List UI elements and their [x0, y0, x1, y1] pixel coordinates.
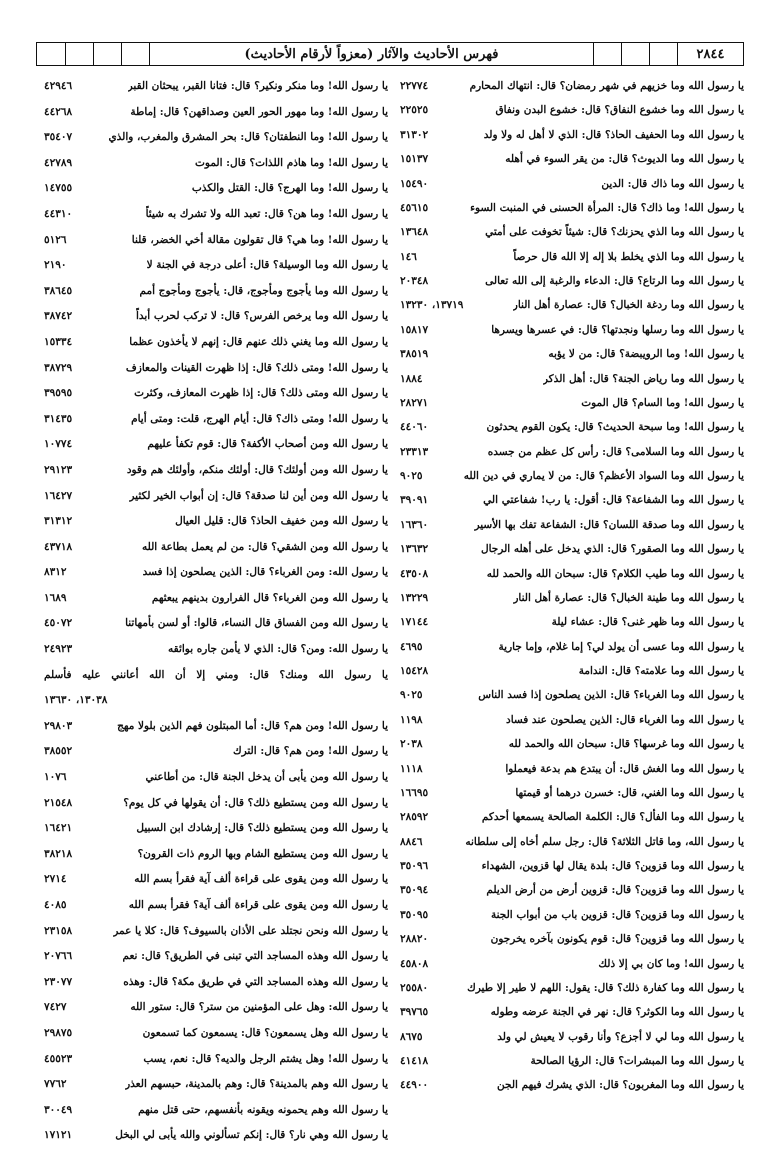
index-entry: [44, 1047, 388, 1073]
index-entry: [400, 220, 744, 244]
entry-number: ٧٤٢٧: [44, 1001, 67, 1014]
entry-number: ٣٨٥١٩: [400, 348, 429, 361]
entry-number: ١٣٦٣٢: [400, 543, 429, 556]
entry-number: ٤٥٠٧٢: [44, 617, 73, 630]
entry-text: يا رسول الله وما علامته؟ قال: الندامة: [578, 665, 744, 677]
index-entry: [44, 867, 388, 893]
index-entry: [44, 970, 388, 996]
entry-number: ٢٩٨٧٥: [44, 1026, 73, 1039]
index-entry: [44, 816, 388, 842]
index-entry: [44, 304, 388, 330]
page-number: ٢٨٤٤: [677, 43, 743, 65]
entry-number: ١٦٦٩٥: [400, 786, 429, 799]
index-entry: [400, 269, 744, 293]
entry-text: يا رسول الله وما غرسها؟ قال: سبحان الله والحمد لله: [508, 738, 744, 751]
index-entry: [44, 586, 388, 612]
index-entry: [400, 415, 744, 439]
index-entry: [400, 123, 744, 147]
index-entry: [400, 805, 744, 829]
entry-number: ١٣٦٤٨: [400, 226, 429, 239]
entry-text: يا رسول الله ومنك؟ قال: ومني إلا أن الله أعانني عليه فأسلم: [44, 668, 388, 681]
entry-text: يا رسول الله ومن الغرباء؟ قال الفرارون بدينهم يبعثهم: [151, 591, 388, 604]
entry-text: يا رسول الله ومن يأبى أن يدخل الجنة قال: من أطاعني: [145, 771, 388, 784]
entry-text: يا رسول الله ومن يقوى على قراءة ألف آية؟ فقرأ بسم الله: [128, 899, 388, 911]
index-entry: [400, 976, 744, 1000]
entry-text: يا رسول الله وما كفارة ذلك؟ قال: يقول: اللهم لا طير إلا طيرك: [467, 981, 744, 994]
entry-text: يا رسول الله! وما الرويبضة؟ قال: من لا يؤبه: [548, 348, 744, 361]
entry-text: يا رسول الله وما قزوين؟ قال: قزوين باب من أبواب الجنة: [491, 908, 744, 921]
index-entry: [400, 830, 744, 854]
index-entry: [44, 509, 388, 535]
index-entry: [44, 356, 388, 382]
entry-number: ٣٥٠٩٦: [400, 860, 429, 872]
entry-number: ١٤٦: [400, 250, 417, 263]
entry-text: يا رسول الله وما الغني، قال: خسرن درهما أو قيمتها: [515, 786, 744, 799]
entry-text: يا رسول الله: ومن الغرباء؟ قال: الذين يصلحون إذا فسد: [142, 566, 388, 579]
index-entry: [400, 952, 744, 976]
index-entry: [44, 944, 388, 970]
entry-number: ٨٦٧٥: [400, 1030, 423, 1043]
entry-number: ٢١٥٤٨: [44, 796, 73, 809]
index-entry: [400, 1049, 744, 1073]
entry-number: ١٦٤٢٧: [44, 489, 73, 502]
entry-text: يا رسول الله وما عسى أن يولد لي؟ إما غلام، وإما جارية: [498, 640, 744, 653]
entry-number: ٢٨٢٧١: [400, 396, 429, 409]
index-entry: [44, 432, 388, 458]
entry-text: يا رسول الله! وما ذاك؟ قال: المرأة الحسنى في المنبت السوء: [470, 201, 744, 214]
entry-text: يا رسول الله وما الشفاعة؟ قال: أقول: يا رب! شفاعتي الي: [483, 494, 744, 507]
entry-number: ٢٨٨٢٠: [400, 933, 429, 946]
index-columns: [44, 74, 744, 1142]
index-entry: [44, 995, 388, 1021]
entry-text: يا رسول الله وما لي لا أجزع؟ وأنا رقوب لا يعيش لي ولد: [497, 1030, 744, 1043]
index-entry-wrapped: [44, 663, 388, 714]
index-entry: [44, 253, 388, 279]
entry-number: ٤٣٧١٨: [44, 540, 73, 553]
index-entry: [400, 293, 744, 317]
entry-number: ٣١٣٠٢: [400, 128, 429, 141]
entry-number: ٣٠٠٤٩: [44, 1103, 73, 1116]
entry-number: ٢١٩٠: [44, 259, 67, 272]
entry-number: ١٣٠٣٨، ١٣٦٣٠: [44, 694, 108, 707]
index-entry: [400, 513, 744, 537]
entry-number: ٤٥٦١٥: [400, 201, 429, 214]
entry-number: ٢٩٨٠٣: [44, 719, 73, 732]
index-entry: [44, 535, 388, 561]
entry-text: يا رسول الله وما يغني ذلك عنهم قال: إنهم لا يأخذون عظما: [129, 335, 388, 348]
left-column-part-b: [44, 714, 388, 1149]
entry-text: يا رسول الله وما المغربون؟ قال: الذي يشرك فيهم الجن: [497, 1079, 744, 1092]
index-entry: [400, 708, 744, 732]
entry-text: يا رسول الله وما قزوين؟ قال: قوم يكونون بآخره يخرجون: [490, 933, 744, 946]
index-entry: [400, 98, 744, 122]
entry-text: يا رسول الله! وما منكر ونكير؟ قال: فتانا القبر، يبحثان القبر: [127, 80, 388, 92]
index-entry: [400, 683, 744, 707]
index-entry: [44, 381, 388, 407]
page-header: [36, 42, 744, 66]
entry-text: يا رسول الله وما الغرباء؟ قال: الذين يصلحون إذا فسد الناس: [478, 689, 744, 702]
index-entry: [44, 228, 388, 254]
index-entry: [44, 714, 388, 740]
entry-number: ٣٥٠٩٤: [400, 884, 429, 897]
index-entry: [400, 172, 744, 196]
entry-text: يا رسول الله! وما الهرج؟ قال: القتل والكذب: [191, 182, 388, 195]
index-entry: [400, 732, 744, 756]
index-entry: [44, 1098, 388, 1124]
header-blank-cell: [649, 43, 677, 65]
header-blank-cell: [93, 43, 121, 65]
entry-text: يا رسول الله وما طيب الكلام؟ قال: سبحان الله والحمد لله: [486, 567, 744, 580]
entry-text: يا رسول الله وما الفأل؟ قال: الكلمة الصالحة يسمعها أحدكم: [481, 811, 744, 824]
index-entry: [44, 484, 388, 510]
index-entry: [400, 562, 744, 586]
index-entry: [400, 757, 744, 781]
entry-text: يا رسول الله ومن خفيف الحاذ؟ قال: قليل العيال: [175, 515, 388, 528]
entry-number: ١٦٤٢١: [44, 822, 73, 835]
entry-number: ٤٠٨٥: [44, 899, 67, 911]
entry-text: يا رسول الله وما صدقة اللسان؟ قال: الشفاعة تفك بها الأسير: [474, 518, 744, 531]
index-entry: [44, 560, 388, 586]
entry-number: ٤٤٣١٠: [44, 207, 73, 220]
entry-text: يا رسول الله وما رياض الجنة؟ قال: أهل الذكر: [542, 372, 744, 385]
index-entry: [400, 903, 744, 927]
index-entry: [400, 586, 744, 610]
index-entry: [44, 125, 388, 151]
index-entry: [44, 637, 388, 663]
entry-text: يا رسول الله وما يرخص الفرس؟ قال: لا تركب لحرب أبداً: [135, 310, 388, 323]
entry-number: ٤٤٢٦٨: [44, 105, 73, 118]
header-blank-cell: [621, 43, 649, 65]
entry-text: يا رسول الله ومن أصحاب الأكفة؟ قال: قوم تكفأ عليهم: [147, 438, 388, 451]
entry-number: ٣١٤٣٥: [44, 412, 73, 425]
entry-text: يا رسول الله وما الغرباء قال: الذين يصلحون عند فساد: [506, 713, 744, 726]
entry-number: ٨٨٤٦: [400, 835, 423, 848]
entry-number: ٩٠٢٥: [400, 470, 423, 482]
index-entry: [400, 196, 744, 220]
entry-text: يا رسول الله وما طينة الخبال؟ قال: عصارة أهل النار: [513, 591, 744, 604]
entry-text: يا رسول الله وما الذي يخلط بلا إله إلا الله قال حرصاً: [513, 250, 744, 263]
entry-text: يا رسول الله وما الرتاع؟ قال: الدعاء والرغبة إلى الله تعالى: [485, 275, 744, 287]
entry-text: يا رسول الله! وما مهور الحور العين وصداقهن؟ قال: إماطة: [130, 105, 388, 118]
entry-number: ٢٠٧٦٦: [44, 950, 73, 963]
entry-text: يا رسول الله وهم بالمدينة؟ قال: وهم بالمدينة، حبسهم العذر: [125, 1078, 388, 1091]
entry-number: ٤١٤١٨: [400, 1055, 429, 1067]
entry-number: ٤٤٠٦٠: [400, 421, 429, 434]
index-entry: [400, 391, 744, 415]
entry-text: يا رسول الله! ومتى ذلك؟ قال: إذا ظهرت القينات والمعازف: [125, 361, 388, 374]
entry-number: ٣٩٧٦٥: [400, 1006, 429, 1019]
entry-number: ٤٢٧٨٩: [44, 156, 73, 169]
index-entry: [400, 1073, 744, 1097]
entry-text: يا رسول الله وما السواد الأعظم؟ قال: من لا يماري في دين الله: [463, 470, 744, 482]
entry-text: يا رسول الله وما الكوثر؟ قال: نهر في الجنة عرضه وطوله: [490, 1006, 744, 1019]
index-entry: [44, 74, 388, 100]
entry-number: ٤٥٥٢٣: [44, 1052, 73, 1065]
left-column: [44, 74, 388, 1142]
entry-text: يا رسول الله وما الذي يحزنك؟ قال: شيئاً تخوفت على أمتي: [485, 226, 744, 239]
entry-text: يا رسول الله وما ظهر غنى؟ قال: عشاء ليلة: [551, 616, 744, 629]
entry-number: ٤٥٨٠٨: [400, 957, 429, 970]
header-blank-cell: [65, 43, 93, 65]
entry-text: يا رسول الله وما الصقور؟ قال: الذي يدخل على أهله الرجال: [480, 543, 744, 556]
index-entry: [44, 611, 388, 637]
entry-number: ١٥٣٣٤: [44, 335, 73, 348]
entry-number: ٣٩٠٩١: [400, 494, 429, 507]
index-entry: [44, 791, 388, 817]
entry-number: ٣٨٦٤٥: [44, 284, 73, 297]
entry-text: يا رسول الله وما الوسيلة؟ قال: أعلى درجة في الجنة لا: [146, 259, 388, 272]
index-entry: [400, 1000, 744, 1024]
index-entry: [44, 176, 388, 202]
entry-text: يا رسول الله وهل يسمعون؟ قال: يسمعون كما تسمعون: [142, 1026, 388, 1039]
page-title: فهرس الأحاديث والآثار (معزواً لأرقام الأحاديث): [149, 43, 593, 65]
entry-text: يا رسول الله! وما السام؟ قال الموت: [581, 396, 744, 409]
index-entry: [400, 440, 744, 464]
entry-number: ٣٥٠٩٥: [400, 908, 429, 921]
index-entry: [44, 919, 388, 945]
index-entry: [400, 147, 744, 171]
header-blank-cell: [593, 43, 621, 65]
entry-text: يا رسول الله! وما هن؟ قال: تعبد الله ولا تشرك به شيئاً: [145, 207, 388, 220]
entry-text: يا رسول الله وهذه المساجد التي تبنى في الطريق؟ قال: نعم: [122, 950, 388, 963]
entry-text: يا رسول الله! ومتى ذاك؟ قال: أيام الهرج، قلت: ومتى أيام: [131, 412, 388, 425]
entry-number: ٢٢٧٧٤: [400, 80, 429, 92]
entry-text: يا رسول الله، وما قاتل الثلاثة؟ قال: رجل سلم أخاه إلى سلطانه: [465, 835, 744, 848]
entry-text: يا رسول الله! ومن هم؟ قال: أما المبتلون فهم الذين بلولا مهج: [117, 719, 388, 732]
entry-text: يا رسول الله وهي نار؟ قال: إنكم تسألوني والله يأبى لي البخل: [115, 1129, 388, 1142]
index-entry: [400, 488, 744, 512]
entry-number: ٤٤٩٠٠: [400, 1079, 429, 1092]
index-entry: [400, 342, 744, 366]
entry-number: ٧٧٦٢: [44, 1078, 67, 1091]
index-entry: [400, 659, 744, 683]
entry-text: يا رسول الله وما ذاك قال: الدين: [601, 177, 744, 190]
index-entry: [400, 927, 744, 951]
entry-number: ١٧١٢١: [44, 1129, 73, 1142]
entry-text: يا رسول الله! وما سبحة الحديث؟ قال: يكون القوم يحدثون: [486, 421, 744, 434]
entry-text: يا رسول الله وما خزيهم في شهر رمضان؟ قال: انتهاك المحارم: [469, 80, 744, 92]
entry-number: ١٥٤٩٠: [400, 177, 429, 190]
index-entry: [44, 893, 388, 919]
entry-number: ٨٣١٢: [44, 566, 67, 579]
entry-text: يا رسول الله: وهل على المؤمنين من ستر؟ قال: ستور الله: [130, 1001, 388, 1014]
index-entry: [400, 537, 744, 561]
entry-number: ١٧١٤٤: [400, 616, 429, 629]
index-entry: [44, 330, 388, 356]
index-entry: [44, 279, 388, 305]
index-entry: [400, 245, 744, 269]
entry-number: ١١٩٨: [400, 713, 423, 726]
entry-text: يا رسول الله ومن الشقي؟ قال: من لم يعمل بطاعة الله: [141, 540, 388, 553]
entry-text: يا رسول الله! وهل يشتم الرجل والديه؟ قال: نعم، يسب: [143, 1052, 388, 1065]
entry-text: يا رسول الله ونحن نجتلد على الأذان بالسيوف؟ قال: كلا يا عمر: [113, 924, 388, 937]
entry-number: ١٠٧٦: [44, 771, 67, 784]
entry-number: ٢٠٣٨: [400, 738, 423, 751]
entry-number: ٩٠٢٥: [400, 689, 423, 702]
index-entry: [400, 878, 744, 902]
left-column-part-a: [44, 74, 388, 663]
entry-text: يا رسول الله وما الغش قال: أن يبتدع هم بدعة فيعملوا: [505, 762, 744, 775]
entry-number: ٣١٣١٢: [44, 515, 73, 528]
entry-number: ٤٢٩٤٦: [44, 80, 73, 92]
entry-number: ٢٥٥٨٠: [400, 981, 429, 994]
index-entry: [44, 765, 388, 791]
index-entry: [44, 1072, 388, 1098]
entry-number: ٤٣٥٠٨: [400, 567, 429, 580]
header-blank-cell: [37, 43, 65, 65]
entry-number: ١٠٧٧٤: [44, 438, 73, 451]
entry-number: ١٣٧١٩، ١٣٢٣٠: [400, 299, 464, 312]
entry-text: يا رسول الله ومتى ذلك؟ قال: إذا ظهرت المعازف، وكثرت: [134, 387, 388, 400]
index-entry: [44, 739, 388, 765]
entry-number: ٥١٢٦: [44, 233, 67, 246]
entry-number: ٣٨٧٤٢: [44, 310, 73, 323]
entry-text: يا رسول الله ومن يستطيع الشام وبها الروم ذات القرون؟: [137, 847, 388, 860]
entry-text: يا رسول الله وما رسلها ونجدتها؟ قال: في عسرها ويسرها: [491, 323, 744, 336]
index-entry: [44, 407, 388, 433]
index-entry: [400, 318, 744, 342]
entry-text: يا رسول الله وما السلامى؟ قال: رأس كل عظم من جسده: [487, 445, 744, 458]
index-entry: [44, 458, 388, 484]
entry-text: يا رسول الله: ومن؟ قال: الذي لا يأمن جاره بوائقه: [168, 643, 388, 656]
entry-number: ١٥٨١٧: [400, 323, 429, 336]
entry-text: يا رسول الله وما يأجوج ومأجوج، قال: يأجوج ومأجوج أمم: [139, 284, 388, 297]
index-entry: [44, 151, 388, 177]
entry-number: ٣٥٤٠٧: [44, 131, 73, 144]
entry-number: ٢٠٣٤٨: [400, 275, 429, 287]
entry-text: يا رسول الله وهم يحمونه ويقونه بأنفسهم، حتى قتل منهم: [138, 1103, 388, 1116]
entry-text: يا رسول الله! وما هاذم اللذات؟ قال: الموت: [195, 156, 388, 169]
index-entry: [400, 854, 744, 878]
entry-number: ٣٩٥٩٥: [44, 387, 73, 400]
entry-text: يا رسول الله ومن يستطيع ذلك؟ قال: إرشادك ابن السبيل: [136, 822, 388, 835]
entry-number: ٢٣١٥٨: [44, 924, 73, 937]
entry-text: يا رسول الله وما الديوث؟ قال: من يقر السوء في أهله: [505, 153, 744, 166]
index-entry: [44, 202, 388, 228]
entry-number: ٢٧١٤: [44, 873, 67, 886]
index-entry: [44, 100, 388, 126]
entry-text: يا رسول الله ومن الفساق قال النساء، قالوا: أو لسن بأمهاتنا: [125, 617, 388, 630]
entry-text: يا رسول الله ومن يقوى على قراءة ألف آية فقرأ بسم الله: [134, 873, 388, 886]
entry-number: ٢٤٩٢٣: [44, 643, 73, 656]
entry-text: يا رسول الله وما الحفيف الحاذ؟ قال: الذي لا أهل له ولا ولد: [483, 128, 744, 141]
entry-text: يا رسول الله وما خشوع النفاق؟ قال: خشوع البدن ونفاق: [495, 104, 744, 117]
entry-text: يا رسول الله وهذه المساجد التي في طريق مكة؟ قال: وهذه: [123, 975, 388, 988]
entry-text: يا رسول الله وما المبشرات؟ قال: الرؤيا الصالحة: [530, 1055, 744, 1067]
right-column: [400, 74, 744, 1098]
entry-text: يا رسول الله وما قزوين؟ قال: بلدة يقال لها قزوين، الشهداء: [481, 860, 744, 872]
entry-text: يا رسول الله وما قزوين؟ قال: قزوين أرض من أرض الديلم: [486, 884, 744, 897]
entry-number: ١٥١٣٧: [400, 153, 429, 166]
entry-number: ١٤٧٥٥: [44, 182, 73, 195]
index-entry: [44, 842, 388, 868]
entry-number: ٢٣٠٧٧: [44, 975, 73, 988]
index-entry: [400, 367, 744, 391]
entry-text: يا رسول الله وما ردغة الخبال؟ قال: عصارة أهل النار: [512, 299, 744, 312]
entry-text: يا رسول الله ومن أولئك؟ قال: أولئك منكم، وأولئك هم وقود: [126, 463, 388, 476]
entry-text: يا رسول الله! وما النطفتان؟ قال: بحر المشرق والمغرب، والذي: [108, 131, 388, 144]
index-entry: [44, 1021, 388, 1047]
entry-number: ٤٦٩٥: [400, 640, 423, 653]
index-entry: [400, 610, 744, 634]
entry-number: ٢٢٥٢٥: [400, 104, 429, 117]
entry-text: يا رسول الله ومن أين لنا صدقة؟ قال: إن أبواب الخير لكثير: [129, 489, 388, 502]
index-entry: [44, 1123, 388, 1149]
entry-text: يا رسول الله! وما هي؟ قال تقولون مقالة أخي الخضر، قلنا: [131, 233, 388, 246]
index-entry: [400, 464, 744, 488]
entry-number: ٣٨٢١٨: [44, 847, 73, 860]
entry-number: ٢٩١٢٣: [44, 463, 73, 476]
entry-number: ٢٣٣١٣: [400, 445, 429, 458]
entry-number: ١٥٤٢٨: [400, 665, 429, 677]
entry-number: ١٦٨٩: [44, 591, 67, 604]
index-entry: [400, 781, 744, 805]
header-blank-cell: [121, 43, 149, 65]
entry-number: ٢٨٥٩٢: [400, 811, 429, 824]
entry-number: ١٣٢٢٩: [400, 591, 429, 604]
entry-number: ١١١٨: [400, 762, 423, 775]
entry-text: يا رسول الله ومن يستطيع ذلك؟ قال: أن يقولها في كل يوم؟: [123, 796, 388, 809]
entry-text: يا رسول الله! ومن هم؟ قال: الترك: [232, 745, 388, 758]
index-entry: [400, 74, 744, 98]
index-entry: [400, 635, 744, 659]
entry-number: ٣٨٥٥٢: [44, 745, 73, 758]
entry-number: ١٨٨٤: [400, 372, 423, 385]
index-entry: [400, 1025, 744, 1049]
entry-number: ٣٨٧٢٩: [44, 361, 73, 374]
entry-number: ١٦٣٦٠: [400, 518, 429, 531]
entry-text: يا رسول الله! وما كان بي إلا ذلك: [598, 957, 744, 970]
